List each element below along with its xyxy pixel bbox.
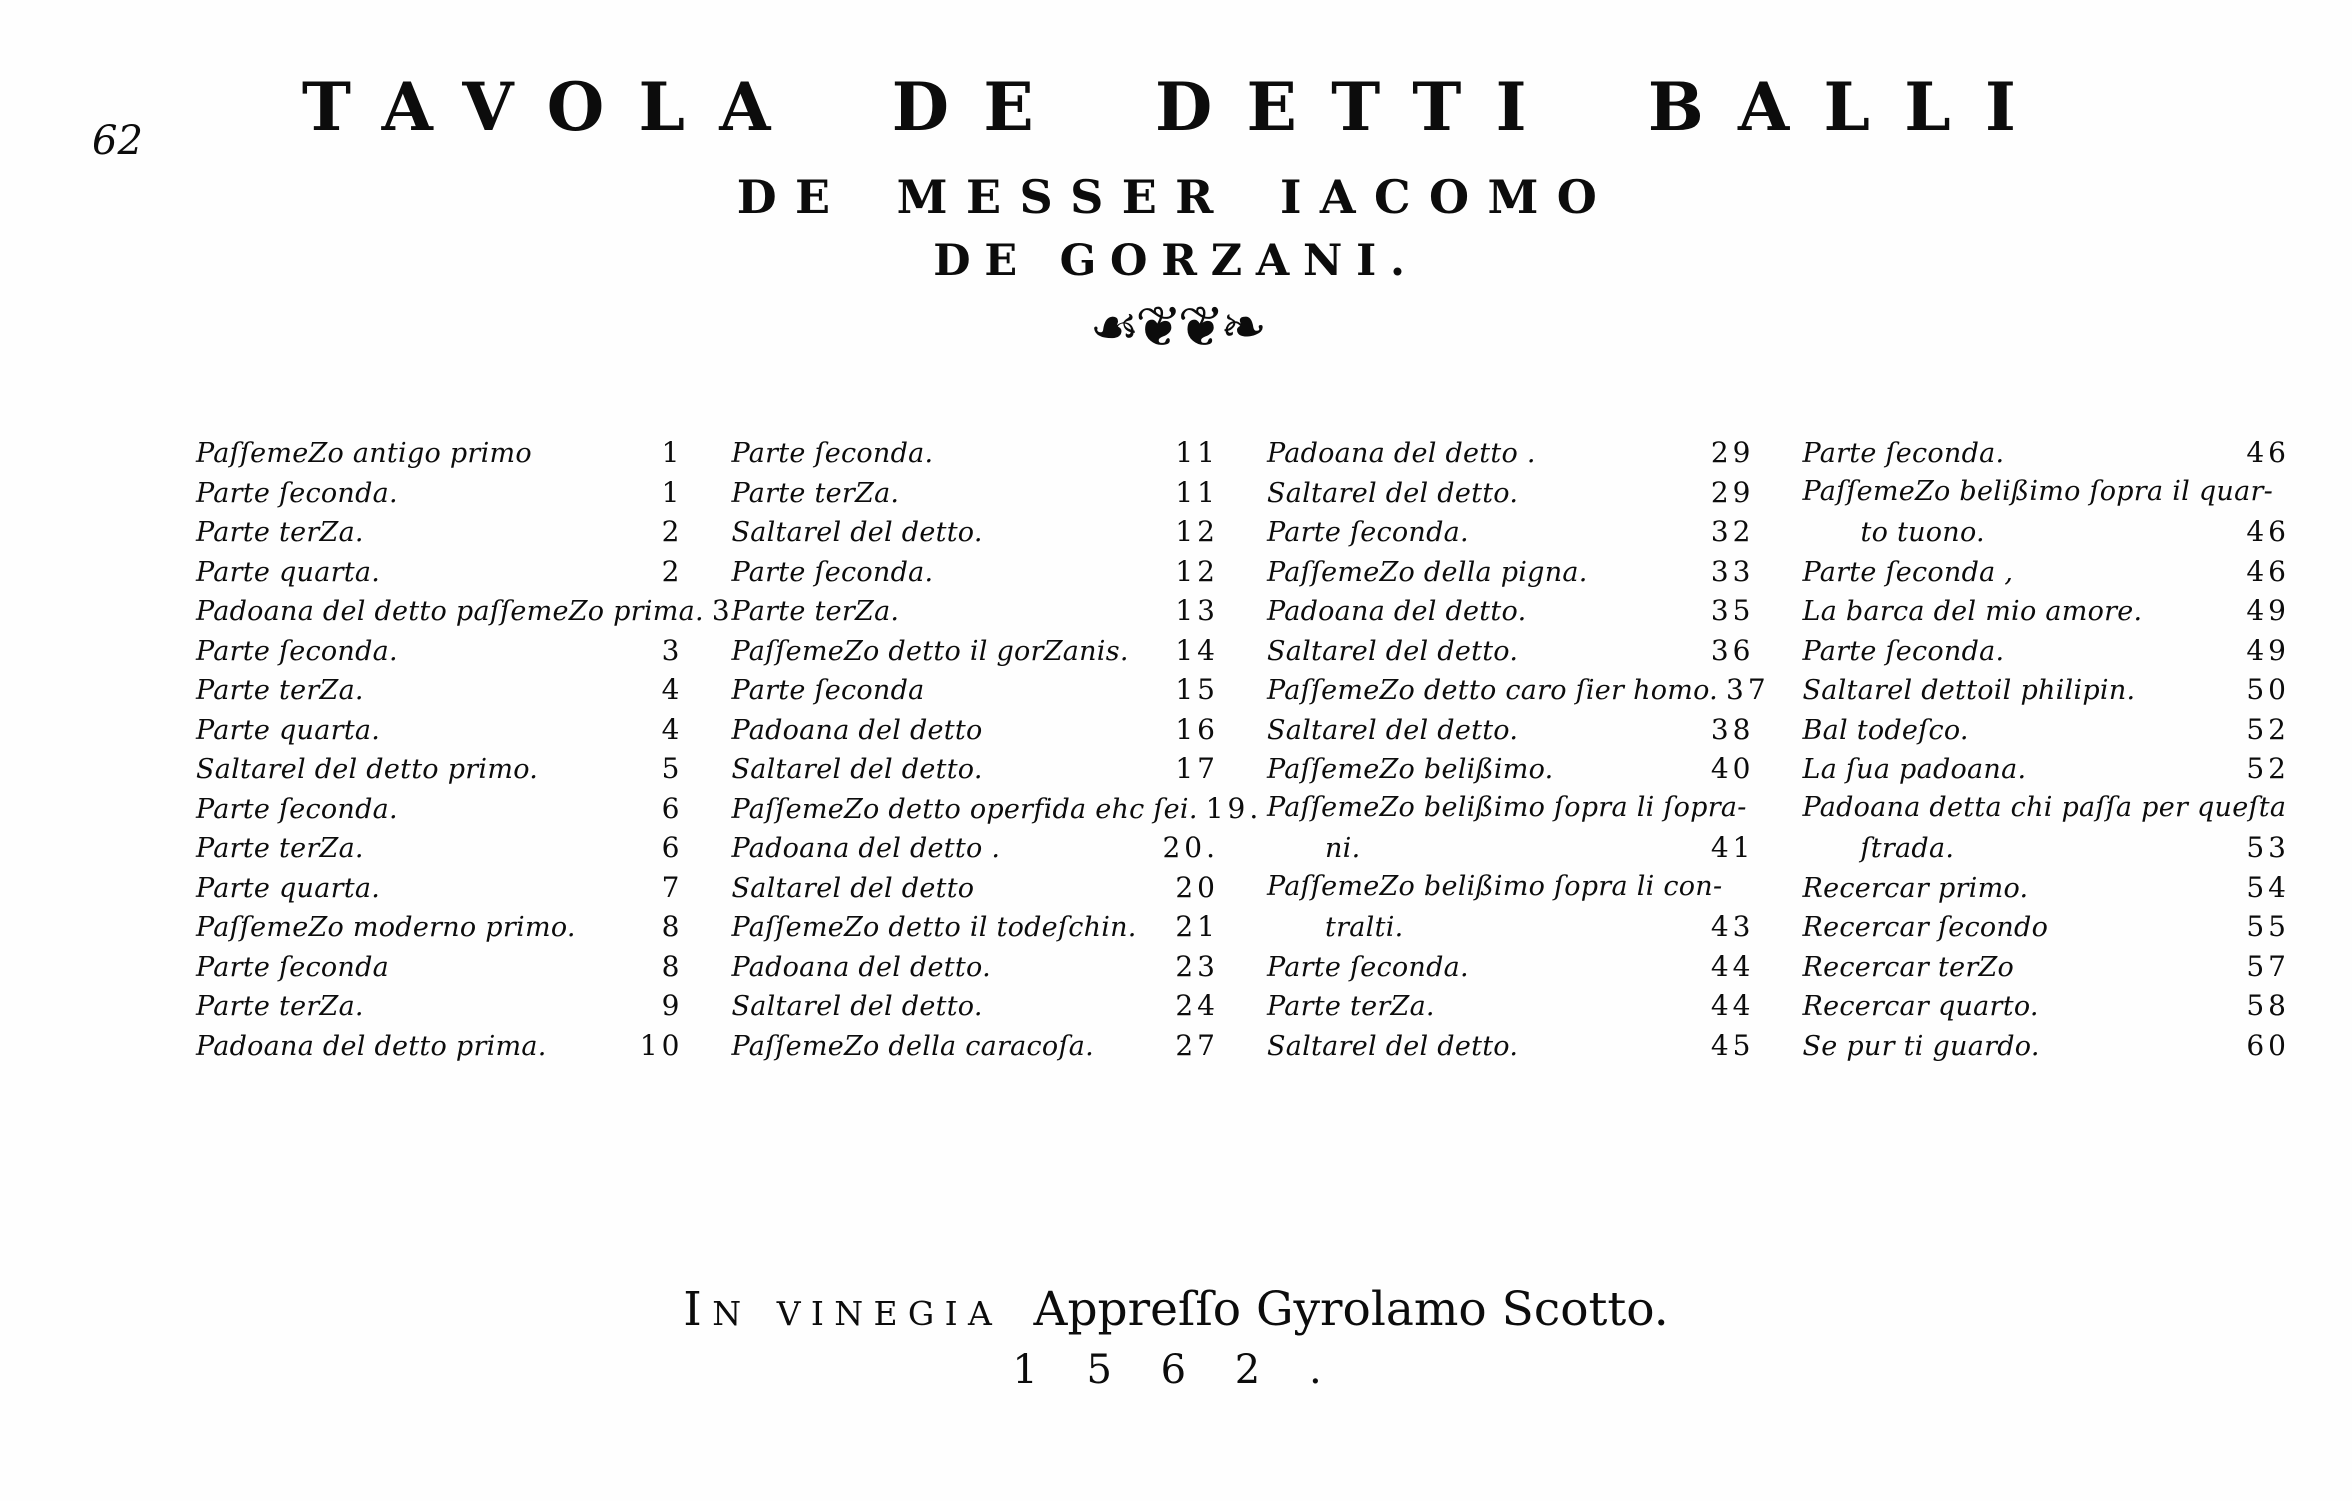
toc-entry-page-number: 55 xyxy=(2246,910,2290,943)
toc-entry-title: La ſua padoana. xyxy=(1802,754,2027,785)
toc-entry xyxy=(732,831,1220,871)
toc-entry xyxy=(1267,555,1755,595)
toc-entry xyxy=(1803,476,2291,516)
toc-entry-title: Recercar terZo xyxy=(1802,951,2015,983)
title-block xyxy=(0,0,2352,360)
toc-entry xyxy=(1267,713,1755,753)
toc-entry-title: Parte ſeconda , xyxy=(1802,556,2014,588)
toc-entry-page-number: 14 xyxy=(1175,633,1219,667)
toc-entry xyxy=(1803,673,2291,713)
toc-entry xyxy=(1267,752,1755,792)
toc-entry-page-number: 12 xyxy=(1175,515,1219,548)
toc-entry-title: Parte ſeconda. xyxy=(1267,517,1469,548)
toc-column xyxy=(731,436,1263,1068)
toc-entry xyxy=(196,555,684,595)
toc-entry-page-number: 3 xyxy=(661,633,684,667)
page-title: TAVOLA DE DETTI BALLI xyxy=(301,68,2051,146)
toc-entry-page-number: 46 xyxy=(2246,554,2290,588)
toc-entry-title: Padoana del detto . xyxy=(731,833,1001,864)
toc-entry-page-number: 23 xyxy=(1175,949,1219,983)
toc-entry xyxy=(1803,515,2291,555)
toc-column xyxy=(1803,436,2291,1068)
toc-entry-page-number: 11 xyxy=(1175,475,1219,509)
toc-entry xyxy=(1803,792,2291,832)
toc-entry xyxy=(1803,555,2291,595)
toc-entry-title: Saltarel del detto. xyxy=(1267,714,1519,746)
toc-entry-title: Parte ſeconda. xyxy=(1802,438,2005,469)
toc-entry-title: Saltarel del detto. xyxy=(1267,1030,1519,1062)
toc-entry xyxy=(1267,515,1755,555)
toc-entry-page-number: 29 xyxy=(1710,475,1755,509)
toc-entry xyxy=(1267,594,1755,634)
toc-entry-title: Parte ſeconda. xyxy=(1802,635,2005,667)
toc-entry-page-number: 8 xyxy=(661,949,684,983)
toc-column xyxy=(1267,436,1770,1068)
toc-entry-page-number: 36 xyxy=(1710,633,1755,667)
toc-entry-page-number: 6 xyxy=(661,831,684,864)
toc-entry-title: PaſſemeZo della pigna. xyxy=(1267,556,1588,588)
toc-entry-title: Parte terZa. xyxy=(196,991,364,1022)
toc-entry-title: tralti. xyxy=(1325,912,1404,943)
toc-entry-page-number: 57 xyxy=(2246,949,2290,983)
toc-entry xyxy=(1267,989,1755,1029)
toc-entry-page-number: 44 xyxy=(1710,949,1755,983)
toc-entry-title: Parte terZa. xyxy=(731,596,900,627)
toc-entry-title: PaſſemeZo detto il todeſchin. xyxy=(731,912,1137,943)
toc-entry xyxy=(196,634,684,674)
toc-entry-title: Recercar quarto. xyxy=(1802,991,2039,1022)
toc-entry-page-number: 46 xyxy=(2246,436,2290,469)
toc-entry-title: Saltarel del detto. xyxy=(1267,635,1519,667)
toc-entry xyxy=(196,910,684,950)
toc-entry-page-number: 33 xyxy=(1710,554,1755,588)
toc-entry-page-number: 45 xyxy=(1710,1028,1755,1062)
toc-entry-title: Parte terZa. xyxy=(196,675,364,706)
toc-entry-page-number: 10 xyxy=(639,1028,684,1062)
toc-entry-page-number: 32 xyxy=(1710,515,1755,548)
toc-entry-page-number: 11 xyxy=(1175,436,1219,469)
page-subtitle: DE MESSER IACOMO xyxy=(736,170,1616,224)
toc-entry-page-number: 8 xyxy=(661,910,684,943)
toc-entry-page-number: 29 xyxy=(1710,436,1755,469)
toc-entry xyxy=(1803,436,2291,476)
toc-entry xyxy=(196,871,684,911)
toc-entry xyxy=(1803,910,2291,950)
toc-entry xyxy=(196,436,684,476)
toc-entry-title: Saltarel del detto. xyxy=(731,991,983,1022)
toc-entry-title: Bal todeſco. xyxy=(1802,714,1969,746)
imprint-place: In vinegia xyxy=(683,1282,1003,1337)
toc-entry xyxy=(732,436,1220,476)
imprint-year: 1 5 6 2 . xyxy=(1012,1347,1340,1393)
toc-entry xyxy=(1803,831,2291,871)
toc-entry-page-number: 1 xyxy=(661,475,684,509)
toc-entry-title: Parte quarta. xyxy=(196,556,381,588)
toc-entry-page-number: 60 xyxy=(2246,1028,2290,1062)
toc-entry-title: Parte terZa. xyxy=(731,477,900,509)
toc-entry-title: Parte ſeconda. xyxy=(196,793,398,825)
toc-entry-title: Padoana del detto. xyxy=(1267,596,1527,627)
toc-entry xyxy=(1267,673,1770,713)
toc-entry xyxy=(732,910,1220,950)
toc-entry-page-number: 44 xyxy=(1710,989,1755,1022)
toc-entry xyxy=(196,752,684,792)
toc-entry-page-number: 41 xyxy=(1710,831,1755,864)
toc-entry xyxy=(732,752,1220,792)
toc-entry xyxy=(1267,910,1755,950)
toc-entry-page-number: 6 xyxy=(661,791,684,825)
toc-entry xyxy=(1803,989,2291,1029)
toc-entry-title: Parte ſeconda xyxy=(196,951,389,983)
imprint-line xyxy=(0,1282,2352,1337)
toc-entry xyxy=(732,871,1220,911)
toc-entry-title: Parte quarta. xyxy=(196,714,381,746)
toc-entry-title: ſtrada. xyxy=(1860,833,1955,864)
imprint-publisher: Appreſſo Gyrolamo Scotto. xyxy=(1033,1282,1669,1337)
toc-entry xyxy=(732,673,1220,713)
toc-entry-title: Saltarel del detto primo. xyxy=(196,754,539,785)
toc-entry xyxy=(1267,792,1755,832)
toc-entry-title: PaſſemeZo belißimo ſopra li con- xyxy=(1267,870,1723,902)
toc-entry xyxy=(196,792,684,832)
toc-entry-title: PaſſemeZo della caracoſa. xyxy=(731,1030,1094,1062)
toc-entry xyxy=(732,476,1220,516)
toc-entry-title: PaſſemeZo detto caro ſier homo. xyxy=(1267,675,1719,706)
toc-entry-page-number: 49 xyxy=(2246,633,2290,667)
printers-ornament-icon: ☙❦❦❧ xyxy=(1089,295,1263,360)
toc-entry xyxy=(1803,713,2291,753)
toc-entry-page-number: 2 xyxy=(661,515,684,548)
toc-entry-page-number: 7 xyxy=(661,870,684,904)
toc-entry xyxy=(732,515,1220,555)
toc-entry xyxy=(1803,752,2291,792)
toc-entry-title: PaſſemeZo detto operfida ehc ſei. xyxy=(731,793,1198,825)
toc-entry-title: Parte ſeconda. xyxy=(1267,951,1469,983)
toc-entry xyxy=(1267,436,1755,476)
toc-entry xyxy=(196,673,684,713)
toc-entry xyxy=(1267,871,1755,911)
toc-entry-title: PaſſemeZo antigo primo xyxy=(196,438,532,469)
toc-entry-page-number: 49 xyxy=(2246,594,2290,627)
toc-entry-title: Padoana del detto xyxy=(731,714,983,746)
toc-entry-title: Saltarel del detto xyxy=(731,872,975,904)
toc-entry-title: PaſſemeZo moderno primo. xyxy=(196,912,576,943)
toc-entry-title: Parte quarta. xyxy=(196,872,381,904)
toc-entry-title: Parte terZa. xyxy=(196,833,364,864)
toc-entry-title: Padoana del detto. xyxy=(731,951,991,983)
toc-entry-page-number: 13 xyxy=(1175,594,1219,627)
toc-entry-page-number: 20 xyxy=(1175,870,1219,904)
toc-entry-page-number: 53 xyxy=(2246,831,2290,864)
toc-entry-title: Saltarel del detto. xyxy=(1267,477,1519,509)
toc-entry xyxy=(1803,950,2291,990)
toc-entry-page-number: 46 xyxy=(2246,515,2290,548)
toc-entry-page-number: 20. xyxy=(1162,831,1219,864)
toc-entry-page-number: 5 xyxy=(661,752,684,785)
toc-entry xyxy=(731,791,1263,832)
toc-entry-title: PaſſemeZo belißimo ſopra il quar- xyxy=(1802,475,2274,507)
toc-entry-page-number: 12 xyxy=(1175,554,1219,588)
toc-entry-title: ni. xyxy=(1325,833,1361,864)
page-subtitle-2: DE GORZANI. xyxy=(933,236,1419,286)
toc-entry xyxy=(1267,476,1755,516)
toc-entry-page-number: 24 xyxy=(1175,989,1219,1022)
toc-entry xyxy=(1803,1029,2291,1069)
toc-entry-title: Padoana del detto . xyxy=(1267,438,1536,469)
toc-entry xyxy=(196,515,684,555)
toc-entry-page-number: 50 xyxy=(2246,673,2290,706)
toc-entry-title: Parte terZa. xyxy=(1267,991,1435,1022)
toc-entry-title: PaſſemeZo detto il gorZanis. xyxy=(731,635,1129,667)
toc-entry-page-number: 58 xyxy=(2246,989,2290,1022)
imprint-block xyxy=(0,1282,2352,1393)
toc-entry-title: Recercar ſecondo xyxy=(1802,912,2049,943)
toc-entry-page-number: 35 xyxy=(1710,594,1755,627)
toc-entry-page-number: 9 xyxy=(661,989,684,1022)
toc-entry-title: Parte ſeconda. xyxy=(196,635,398,667)
toc-entry-title: PaſſemeZo belißimo. xyxy=(1267,754,1554,785)
toc-entry-title: Saltarel del detto. xyxy=(731,754,983,785)
toc-entry-page-number: 19. xyxy=(1205,791,1263,825)
toc-entry-title: Saltarel del detto. xyxy=(731,517,983,548)
folio-number: 62 xyxy=(92,118,143,164)
toc-entry-page-number: 54 xyxy=(2246,870,2290,904)
toc-entry-page-number: 3 xyxy=(711,594,734,627)
toc-entry xyxy=(732,713,1220,753)
toc-entry-page-number: 38 xyxy=(1710,712,1755,746)
toc-entry xyxy=(196,713,684,753)
toc-column xyxy=(196,436,734,1068)
toc-entry xyxy=(1803,634,2291,674)
toc-entry-title: Parte ſeconda. xyxy=(731,438,934,469)
toc-entry-page-number: 17 xyxy=(1175,752,1219,785)
toc-entry-page-number: 2 xyxy=(661,554,684,588)
toc-entry-title: Saltarel dettoil philipin. xyxy=(1802,675,2136,706)
toc-entry-page-number: 43 xyxy=(1710,910,1755,943)
toc-entry xyxy=(1267,634,1755,674)
toc-entry-page-number: 27 xyxy=(1175,1028,1219,1062)
toc-entry-title: La barca del mio amore. xyxy=(1802,596,2143,627)
toc-entry-page-number: 1 xyxy=(661,436,684,469)
toc-entry-title: Parte ſeconda. xyxy=(196,477,398,509)
toc-entry xyxy=(1267,831,1755,871)
toc-entry-page-number: 4 xyxy=(661,712,684,746)
toc-entry-page-number: 15 xyxy=(1175,673,1219,706)
toc-entry-title: Padoana del detto paſſemeZo prima. xyxy=(196,596,704,627)
toc-entry xyxy=(196,476,684,516)
toc-entry xyxy=(196,950,684,990)
toc-entry-page-number: 52 xyxy=(2246,712,2290,746)
toc-entry xyxy=(1267,950,1755,990)
toc-entry xyxy=(1803,594,2291,634)
toc-entry xyxy=(196,1029,684,1069)
toc-entry xyxy=(196,594,734,634)
toc-entry xyxy=(732,594,1220,634)
toc-entry xyxy=(732,555,1220,595)
toc-entry-title: Padoana del detto prima. xyxy=(196,1030,547,1062)
toc-entry-title: Se pur ti guardo. xyxy=(1802,1030,2040,1062)
toc-entry xyxy=(1803,871,2291,911)
toc-entry-title: Parte ſeconda. xyxy=(731,556,934,588)
toc-entry-page-number: 52 xyxy=(2246,752,2290,785)
toc-entry-title: Recercar primo. xyxy=(1802,872,2029,904)
toc-entry-page-number: 4 xyxy=(661,673,684,706)
toc-entry xyxy=(732,634,1220,674)
toc-entry xyxy=(196,989,684,1029)
toc-entry-page-number: 37 xyxy=(1726,673,1770,706)
toc-entry-page-number: 40 xyxy=(1710,752,1755,785)
table-of-contents xyxy=(196,436,2290,1068)
toc-entry-title: to tuono. xyxy=(1860,517,1985,548)
toc-entry-page-number: 16 xyxy=(1175,712,1219,746)
toc-entry-page-number: 21 xyxy=(1175,910,1219,943)
toc-entry-title: Parte ſeconda xyxy=(731,675,925,706)
toc-entry-title: Padoana detta chi paſſa per queſta xyxy=(1802,791,2287,823)
toc-entry-title: Parte terZa. xyxy=(196,517,364,548)
toc-entry xyxy=(1267,1029,1755,1069)
toc-entry xyxy=(732,950,1220,990)
toc-entry xyxy=(732,1029,1220,1069)
toc-entry xyxy=(732,989,1220,1029)
toc-entry xyxy=(196,831,684,871)
toc-entry-title: PaſſemeZo belißimo ſopra li ſopra- xyxy=(1267,791,1747,823)
